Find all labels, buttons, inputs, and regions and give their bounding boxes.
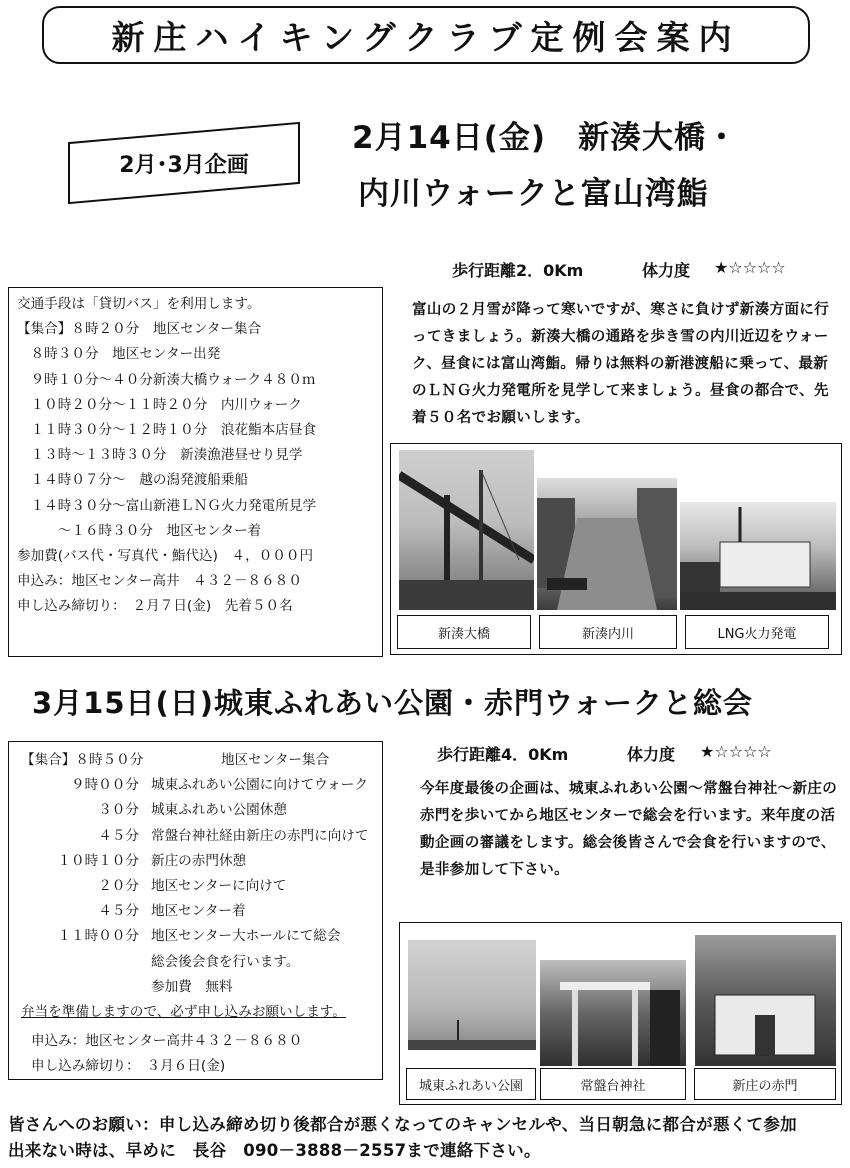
schedule-text: 総会後会食を行います。: [151, 953, 300, 970]
lng-illustration: [680, 502, 836, 610]
schedule-line: 交通手段は「貸切バス」を利用します。: [17, 296, 261, 312]
event1-stars: ★☆☆☆☆: [714, 258, 786, 277]
schedule-text: 常盤台神社経由新庄の赤門に向けて: [151, 827, 369, 844]
bridge-illustration: [399, 450, 534, 610]
photo-caption-bridge: 新湊大橋: [397, 615, 531, 649]
schedule-row: [21, 899, 382, 924]
bridge-photo: [399, 450, 534, 610]
schedule-row: [21, 849, 382, 874]
schedule-line: 【集合】８時２０分 地区センター集合: [17, 321, 262, 338]
schedule-row: [21, 773, 382, 798]
schedule-line: １０時２０分～１１時２０分 内川ウォーク: [17, 396, 302, 413]
event2-schedule-box: [8, 741, 383, 1080]
event1-title-line2: 内川ウォークと富山湾鮨: [358, 176, 709, 212]
ribbon-label: 2月･3月企画: [119, 153, 249, 178]
schedule-line: １４時３０分～富山新港ＬＮＧ火力発電所見学: [17, 497, 317, 514]
schedule-text: 地区センター大ホールにて総会: [151, 928, 341, 945]
schedule-time: ９時００分: [71, 777, 139, 794]
schedule-line: 申込み：地区センター高井 ４３２－８６８０: [17, 573, 302, 590]
footer-line1: 皆さんへのお願い：申し込み締め切り後都合が悪くなってのキャンセルや、当日朝急に都合が悪くて参加: [8, 1115, 797, 1134]
event2-apply: 申込み：地区センター高井４３２－８６８０: [31, 1033, 303, 1050]
schedule-line: ８時３０分 地区センター出発: [17, 346, 221, 363]
page-title: 新庄ハイキングクラブ定例会案内: [42, 6, 810, 64]
schedule-time: １１時００分: [57, 928, 139, 945]
photo-caption-gate: 新庄の赤門: [694, 1068, 836, 1100]
schedule-text: 地区センター集合: [221, 752, 330, 768]
schedule-time: [21, 975, 139, 1000]
photo-caption-shrine: 常盤台神社: [540, 1068, 686, 1100]
canal-photo: [537, 478, 677, 610]
event2-deadline: 申し込み締切り： ３月６日(金): [31, 1058, 226, 1075]
gate-illustration: [695, 935, 836, 1066]
schedule-line: ～１６時３０分 地区センター着: [17, 522, 262, 539]
schedule-row: [21, 748, 382, 773]
photo-caption-park: 城東ふれあい公園: [406, 1068, 536, 1100]
schedule-row: [21, 924, 382, 949]
schedule-time: ４５分: [98, 903, 139, 920]
schedule-text: 地区センターに向けて: [151, 878, 287, 895]
event2-schedule-list: [9, 742, 382, 1000]
event1-distance: 歩行距離2．0Km: [452, 261, 584, 280]
schedule-time: 【集合】８時５０分: [21, 752, 144, 768]
red-gate-photo: [695, 935, 836, 1066]
schedule-text: 新庄の赤門休憩: [151, 852, 247, 869]
park-illustration: [408, 940, 536, 1050]
event1-photo-strip: [390, 443, 842, 655]
event2-notice: 弁当を準備しますので、必ず申し込みお願いします。: [21, 1004, 346, 1021]
photo-caption-canal: 新湊内川: [539, 615, 677, 649]
event2-photo-strip: [399, 922, 842, 1105]
event2-fitness-label: 体力度: [627, 745, 676, 764]
park-photo: [408, 940, 536, 1050]
schedule-time: ４５分: [98, 827, 139, 844]
schedule-time: [21, 950, 139, 975]
schedule-row: [21, 950, 382, 975]
schedule-row: [21, 824, 382, 849]
shrine-photo: [540, 960, 686, 1066]
schedule-line: ９時１０分～４０分新湊大橋ウォーク４８０ｍ: [17, 371, 316, 388]
schedule-line: １３時～１３時３０分 新湊漁港昼せり見学: [17, 447, 303, 464]
schedule-row: [21, 798, 382, 823]
event1-schedule-box: [8, 287, 383, 657]
schedule-text: 城東ふれあい公園に向けてウォーク: [151, 777, 368, 794]
schedule-row: [21, 874, 382, 899]
schedule-time: １０時１０分: [57, 852, 139, 869]
event2-stars: ★☆☆☆☆: [700, 742, 772, 761]
event2-distance: 歩行距離4．0Km: [437, 745, 569, 764]
event1-description: 富山の２月雪が降って寒いですが、寒さに負けず新湊方面に行ってきましょう。新湊大橋の通路を歩き雪の内川近辺をウォーク、昼食には富山湾鮨。帰りは無料の新港渡船に乗って、最新のＬＮＧ火力発電所を見学して来ましょう。昼食の都合で、先着５０名でお願いします。: [412, 302, 830, 426]
schedule-line: 参加費(バス代・写真代・鮨代込) ４，０００円: [17, 548, 314, 565]
event1-schedule-list: [9, 288, 382, 620]
canal-illustration: [537, 478, 677, 610]
schedule-time: ２０分: [98, 878, 139, 895]
photo-caption-lng: LNG火力発電: [685, 615, 829, 649]
event1-fitness-label: 体力度: [642, 261, 691, 280]
event2-title: 3月15日(日)城東ふれあい公園・赤門ウォークと総会: [32, 686, 753, 720]
schedule-line: １１時３０分～１２時１０分 浪花鮨本店昼食: [17, 422, 317, 439]
schedule-line: 申し込み締切り： ２月７日(金) 先着５０名: [17, 598, 293, 615]
schedule-text: 城東ふれあい公園休憩: [151, 802, 287, 819]
schedule-row: [21, 975, 382, 1000]
footer-line2: 出来ない時は、早めに 長谷 090－3888－2557まで連絡下さい。: [8, 1141, 541, 1160]
schedule-line: １４時０７分～ 越の潟発渡船乗船: [17, 472, 249, 489]
event2-description: 今年度最後の企画は、城東ふれあい公園～常盤台神社～新庄の赤門を歩いてから地区センターで総会を行います。来年度の活動企画の審議をします。総会後皆さんで会食を行いますので、是非参加して下さい。: [420, 781, 838, 878]
schedule-text: 地区センター着: [151, 903, 246, 920]
schedule-time: ３０分: [98, 802, 139, 819]
lng-plant-photo: [680, 502, 836, 610]
event1-title-line1: 2月14日(金) 新湊大橋・: [352, 120, 739, 156]
shrine-illustration: [540, 960, 686, 1066]
schedule-text: 参加費 無料: [151, 978, 233, 995]
